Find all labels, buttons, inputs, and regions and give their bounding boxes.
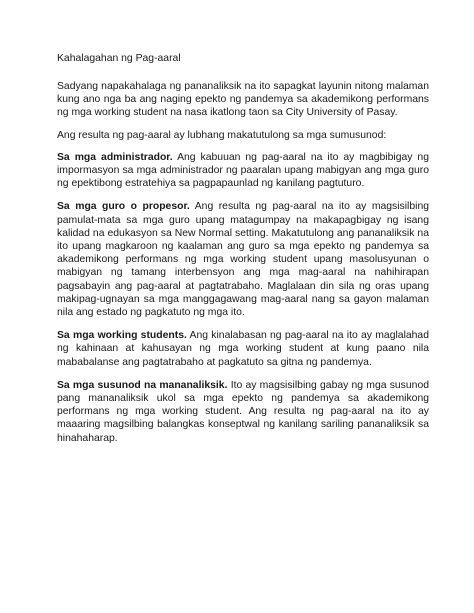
future-researchers-paragraph: [57, 379, 429, 445]
paragraph-text: Sadyang napakahalaga ng pananaliksik na ito sapagkat layunin nitong malaman kung ano nga ba ang naging epekto ng pandemya sa akademikong performans ng mga working student na nasa ikatlong taon sa City University of Pasay.: [57, 81, 429, 119]
administrators-paragraph: [57, 151, 429, 191]
paragraph-text: Ang resulta ng pag-aaral ay lubhang makatutulong sa mga sumusunod:: [57, 129, 387, 141]
beneficiaries-paragraph: [57, 129, 429, 142]
intro-paragraph: [57, 80, 429, 120]
paragraph-text: Ang resulta ng pag-aaral na ito ay magsisilbing pamulat-mata sa mga guro upang matagumpay na makapagbigay ng isang kalidad na edukasyon sa New Normal setting. Makatutulong ang pananaliksik na ito upang magkaroon ng kaalaman ang guro sa mga epekto ng pandemya sa akademikong performans ng mga working student upang masolusyunan o mabigyan ng tamang interbensyon ang mga mag-aaral na nahihirapan pagsabayin ang pag-aaral at pagtatrabaho. Maglalaan din sila ng oras upang makipag-ugnayan sa mga manggagawang mag-aaral nang sa gayon malaman nila ang estado ng pagkatuto ng mga ito.: [57, 201, 429, 319]
teachers-paragraph: [57, 200, 429, 319]
paragraph-text: Ang kabuuan ng pag-aaral na ito ay magbibigay ng impormasyon sa mga administrador ng paaralan upang mabigyan ang mga guro ng epektibong estratehiya sa pagpapaunlad ng kanilang pagtuturo.: [57, 151, 429, 190]
paragraph-text: Ito ay magsisilbing gabay ng mga susunod pang mananaliksik ukol sa mga epekto ng pandemya sa akademikong performans ng mga working student. Ang resulta ng pag-aaral na ito ay maaaring magsilbing balangkas konseptwal ng kanilang sariling pananaliksik sa hinahaharap.: [57, 379, 429, 444]
paragraph-lead: Sa mga working students.: [57, 330, 187, 342]
paragraph-text: Ang kinalabasan ng pag-aaral na ito ay maglalahad ng kahinaan at kahusayan ng mga working student at kung paano nila mababalanse ang pagtatrabaho at pagkatuto sa gitna ng pandemya.: [57, 330, 429, 368]
document-title: Kahalagahan ng Pag-aaral: [57, 53, 181, 64]
paragraph-lead: Sa mga administrador.: [57, 151, 173, 163]
working-students-paragraph: [57, 329, 429, 369]
paragraph-lead: Sa mga guro o propesor.: [57, 201, 190, 213]
paragraph-lead: Sa mga susunod na mananaliksik.: [57, 379, 228, 391]
document-page: [57, 52, 429, 592]
